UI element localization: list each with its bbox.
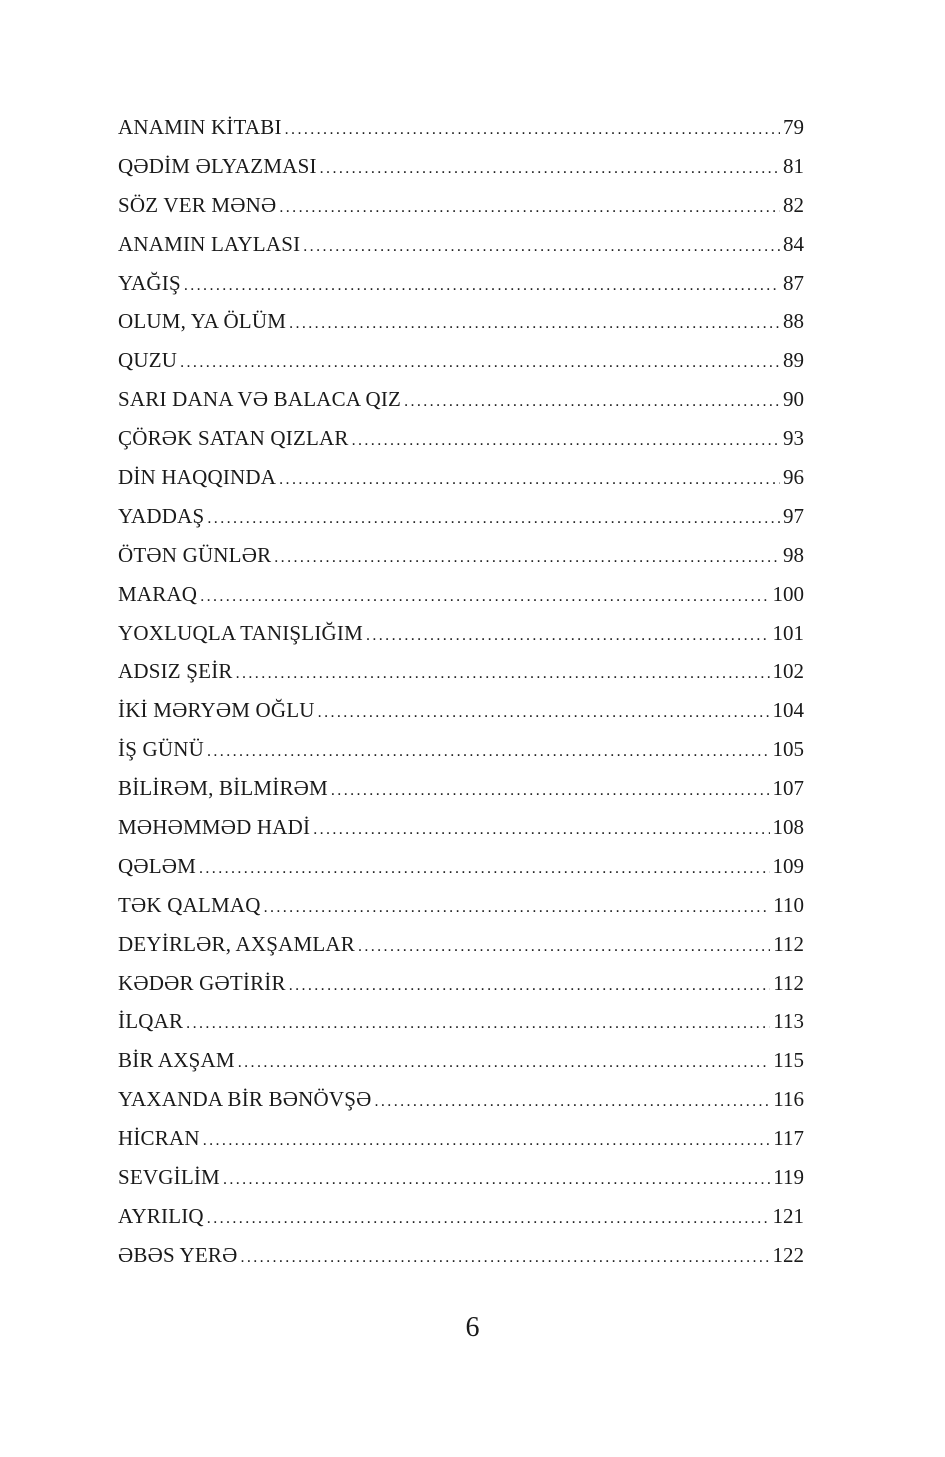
toc-entry-title: YAĞIŞ [118,270,181,295]
toc-entry[interactable] [118,964,804,1003]
toc-entry-page: 122 [772,1242,804,1267]
toc-entry[interactable] [118,1197,804,1236]
toc-entry-page: 96 [783,465,804,490]
toc-entry-page: 97 [783,503,804,528]
toc-entry[interactable] [118,302,804,341]
toc-entry-page: 100 [772,581,804,606]
toc-entry-page: 90 [783,387,804,412]
toc-entry-page: 112 [773,931,804,956]
toc-entry-title: YAXANDA BİR BƏNÖVŞƏ [118,1087,372,1112]
toc-entry-page: 116 [773,1087,804,1112]
dot-leader [404,383,780,419]
toc-entry[interactable] [118,497,804,536]
dot-leader [313,811,769,847]
toc-entry[interactable] [118,1080,804,1119]
toc-entry-title: İŞ GÜNÜ [118,737,204,762]
toc-entry-title: SEVGİLİM [118,1165,220,1190]
toc-entry-page: 89 [783,348,804,373]
dot-leader [303,228,780,264]
toc-entry[interactable] [118,808,804,847]
toc-entry[interactable] [118,1236,804,1275]
dot-leader [240,1239,769,1275]
dot-leader [358,928,770,964]
toc-entry-title: OLUM, YA ÖLÜM [118,309,287,334]
toc-entry-page: 87 [783,270,804,295]
dot-leader [285,111,780,147]
toc-entry-title: BİR AXŞAM [118,1048,235,1073]
toc-entry-page: 119 [773,1165,804,1190]
toc-entry[interactable] [118,147,804,186]
toc-entry[interactable] [118,847,804,886]
toc-entry-title: HİCRAN [118,1126,200,1151]
toc-entry[interactable] [118,341,804,380]
toc-entry-page: 117 [773,1126,804,1151]
toc-entry[interactable] [118,925,804,964]
toc-entry[interactable] [118,536,804,575]
toc-entry[interactable] [118,108,804,147]
toc-entry-page: 102 [772,659,804,684]
toc-entry-page: 81 [783,153,804,178]
toc-entry-page: 79 [783,115,804,139]
dot-leader [203,1122,771,1158]
toc-entry[interactable] [118,730,804,769]
toc-entry-title: QƏDİM ƏLYAZMASI [118,153,317,178]
toc-entry-title: ANAMIN KİTABI [118,115,282,139]
toc-entry-page: 121 [772,1203,804,1228]
toc-entry[interactable] [118,886,804,925]
toc-entry[interactable] [118,225,804,264]
toc-entry[interactable] [118,186,804,225]
dot-leader [366,617,770,653]
dot-leader [320,150,780,186]
toc-entry-title: AYRILIQ [118,1203,204,1228]
toc-entry[interactable] [118,1119,804,1158]
toc-entry-title: ÖTƏN GÜNLƏR [118,542,272,567]
dot-leader [199,850,770,886]
toc-entry-title: ANAMIN LAYLASI [118,231,301,256]
dot-leader [238,1044,771,1080]
toc-entry-page: 101 [772,620,804,645]
toc-entry[interactable] [118,652,804,691]
toc-entry[interactable] [118,575,804,614]
toc-entry-title: SARI DANA VƏ BALACA QIZ [118,387,402,412]
toc-entry-title: SÖZ VER MƏNƏ [118,192,277,217]
toc-entry-page: 84 [783,231,804,256]
toc-entry-title: DİN HAQQINDA [118,465,277,490]
toc-entry-title: DEYİRLƏR, AXŞAMLAR [118,931,355,956]
toc-entry-page: 82 [783,192,804,217]
table-of-contents [118,108,804,1275]
toc-entry-page: 98 [783,542,804,567]
toc-entry[interactable] [118,380,804,419]
dot-leader [223,1161,770,1197]
dot-leader [352,422,780,458]
toc-entry-title: TƏK QALMAQ [118,892,261,917]
toc-entry-title: ADSIZ ŞEİR [118,659,233,684]
toc-entry-title: MARAQ [118,581,198,606]
dot-leader [375,1083,771,1119]
toc-entry-page: 88 [783,309,804,334]
toc-entry[interactable] [118,264,804,303]
dot-leader [207,500,780,536]
toc-entry-title: QƏLƏM [118,853,196,878]
dot-leader [279,461,780,497]
dot-leader [200,578,769,614]
toc-entry-page: 113 [773,1009,804,1034]
dot-leader [207,733,770,769]
toc-entry-page: 105 [772,737,804,762]
toc-entry-title: MƏHƏMMƏD HADİ [118,815,311,840]
dot-leader [186,1005,770,1041]
toc-entry[interactable] [118,614,804,653]
dot-leader [207,1200,770,1236]
dot-leader [279,189,780,225]
toc-entry-page: 93 [783,426,804,451]
toc-entry-page: 108 [772,815,804,840]
toc-entry-page: 112 [773,970,804,995]
page-number: 6 [465,1312,480,1343]
toc-entry[interactable] [118,1158,804,1197]
dot-leader [289,305,780,341]
toc-entry[interactable] [118,419,804,458]
toc-entry-title: KƏDƏR GƏTİRİR [118,970,286,995]
toc-entry-page: 115 [773,1048,804,1073]
dot-leader [180,344,780,380]
toc-entry-title: BİLİRƏM, BİLMİRƏM [118,776,328,801]
toc-entry-title: İKİ MƏRYƏM OĞLU [118,698,315,723]
toc-entry-title: ƏBƏS YERƏ [118,1242,238,1267]
toc-entry-page: 109 [772,853,804,878]
toc-entry[interactable] [118,1041,804,1080]
toc-entry-page: 104 [772,698,804,723]
dot-leader [264,889,771,925]
dot-leader [289,967,771,1003]
toc-entry-page: 107 [772,776,804,801]
dot-leader [318,694,770,730]
toc-entry[interactable] [118,769,804,808]
toc-entry-title: ÇÖRƏK SATAN QIZLAR [118,426,349,451]
toc-entry[interactable] [118,1002,804,1041]
toc-entry-title: YADDAŞ [118,503,205,528]
toc-entry-page: 110 [773,892,804,917]
toc-entry[interactable] [118,691,804,730]
dot-leader [236,655,770,691]
dot-leader [184,267,780,303]
dot-leader [274,539,780,575]
dot-leader [331,772,770,808]
toc-entry-title: İLQAR [118,1009,184,1034]
toc-entry-title: YOXLUQLA TANIŞLIĞIM [118,620,363,645]
toc-entry[interactable] [118,458,804,497]
toc-entry-title: QUZU [118,348,178,373]
